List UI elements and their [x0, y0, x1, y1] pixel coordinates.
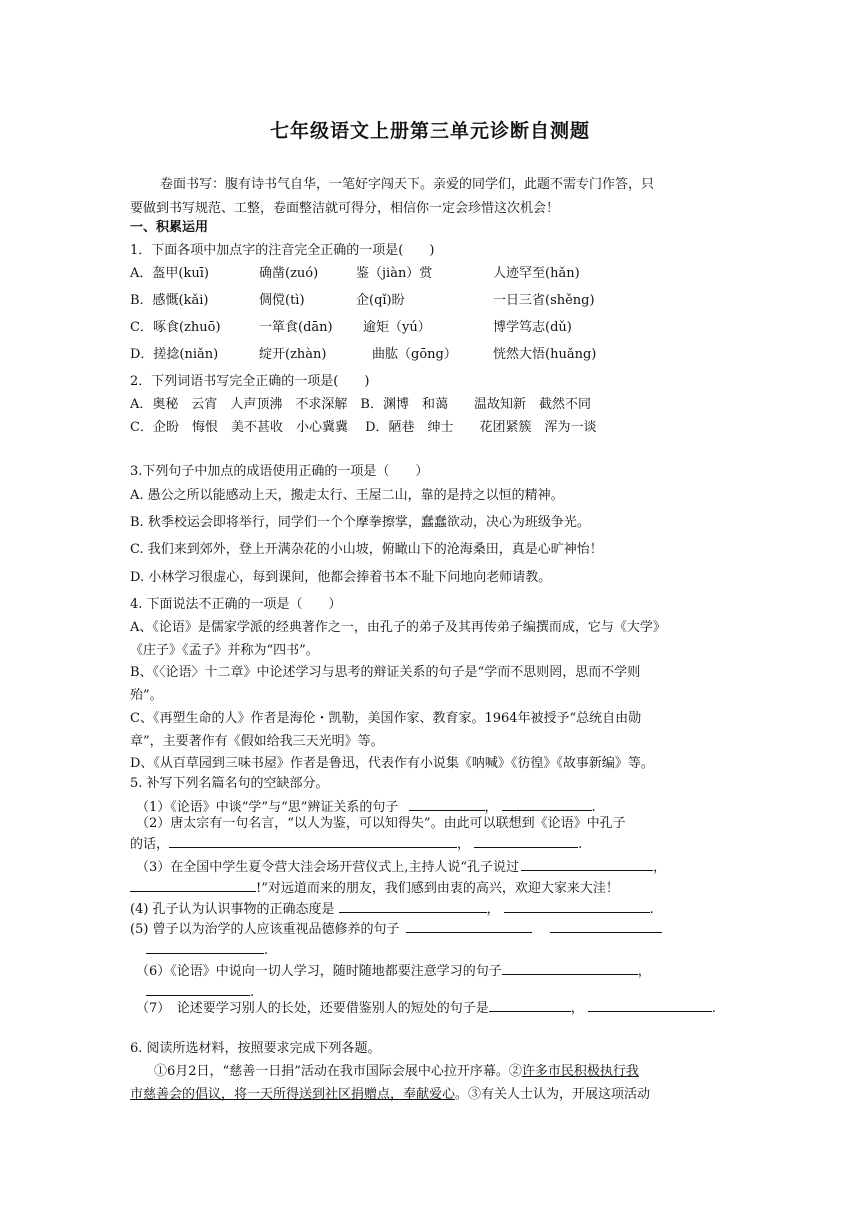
answer-blank[interactable]	[502, 797, 592, 811]
answer-blank[interactable]	[588, 998, 712, 1012]
q1-c-1: C．啄食(zhuō)	[130, 320, 221, 335]
q1-b-3: 企(qǐ)盼	[356, 293, 405, 308]
answer-blank[interactable]	[130, 878, 256, 892]
q3-option-b: B. 秋季校运会即将举行，同学们一个个摩拳擦掌，蠢蠢欲动，决心为班级争光。	[130, 515, 590, 530]
q1-c-4: 博学笃志(dǔ)	[493, 320, 572, 335]
q2-stem: 2．下列词语书写完全正确的一项是( )	[130, 374, 370, 389]
q5-item-3-line-2	[130, 878, 619, 898]
page-title: 七年级语文上册第三单元诊断自测题	[269, 120, 590, 142]
q5-item-3-text: （3）在全国中学生夏令营大洼会场开营仪式上,主持人说“孔子说过	[136, 860, 520, 875]
answer-blank[interactable]	[489, 998, 571, 1012]
q4-c-line-2: 章”，主要著作有《假如给我三天光明》等。	[130, 734, 384, 749]
q5-item-5-text: (5) 曾子以为治学的人应该重视品德修养的句子	[130, 922, 400, 937]
q3-stem: 3.下列句子中加点的成语使用正确的一项是（ ）	[130, 464, 429, 479]
q5-item-4: (4) 孔子认为认识事物的正确态度是 ， .	[130, 899, 654, 919]
q5-item-3-line-1: （3）在全国中学生夏令营大洼会场开营仪式上,主持人说“孔子说过 ，	[136, 857, 666, 877]
answer-blank[interactable]	[146, 982, 250, 996]
q5-item-2-line-2: 的话， ， .	[130, 834, 582, 854]
q5-item-6-text: （6）《论语》中说向一切人学习，随时随地都要注意学习的句子	[136, 964, 502, 979]
answer-blank[interactable]	[502, 961, 638, 975]
q5-item-7: （7） 论述要学习别人的长处，还要借鉴别人的短处的句子是 ， .	[136, 998, 716, 1018]
answer-blank[interactable]	[339, 899, 487, 913]
q3-option-c: C. 我们来到郊外，登上开满杂花的小山坡，俯瞰山下的沧海桑田，真是心旷神怡！	[130, 542, 603, 557]
q6-passage-text-2: 。③有关人士认为，开展这项活动	[455, 1087, 651, 1102]
q1-d-3: 曲肱（gōng）	[372, 347, 457, 362]
q5-item-6-line-1: （6）《论语》中说向一切人学习，随时随地都要注意学习的句子 ，	[136, 961, 651, 981]
q6-underlined-sentence: 许多市民积极执行我	[521, 1064, 639, 1079]
q5-item-2-line-1: （2）唐太宗有一句名言，“以人为鉴，可以知得失”。由此可以联想到《论语》中孔子	[136, 816, 626, 831]
q5-item-6-line-2: .	[146, 982, 254, 1002]
q6-passage-line-2	[130, 1086, 650, 1104]
q6-passage-line-1	[154, 1063, 639, 1081]
q5-item-5-line-2: .	[146, 940, 268, 960]
q4-b-line-2: 殆”。	[130, 688, 163, 703]
answer-blank[interactable]	[409, 797, 485, 811]
q3-option-d: D. 小林学习很虚心，每到课间，他都会捧着书本不耻下问地向老师请教。	[130, 570, 552, 585]
intro-line-2: 要做到书写规范、工整，卷面整洁就可得分，相信你一定会珍惜这次机会！	[130, 201, 560, 216]
q1-a-1: A．盔甲(kuī)	[130, 266, 209, 281]
q1-a-2: 确凿(zuó)	[259, 266, 319, 281]
q6-passage-text-1: ①6月2日，“慈善一日捐”活动在我市国际会展中心拉开序幕。②	[154, 1064, 522, 1079]
q4-b-line-1: B、《〈论语〉十二章》中论述学习与思考的辩证关系的句子是“学而不思则罔，思而不学则	[130, 665, 641, 680]
q1-a-4: 人迹罕至(hǎn)	[493, 266, 580, 281]
q1-a-3: 鉴（jiàn）赏	[356, 266, 433, 281]
q6-stem: 6. 阅读所选材料，按照要求完成下列各题。	[130, 1041, 381, 1056]
q1-b-1: B．感慨(kǎi)	[130, 293, 209, 308]
q1-b-2: 倜傥(tì)	[259, 293, 305, 308]
q1-c-2: 一箪食(dān)	[259, 320, 333, 335]
q6-underlined-sentence-cont: 市慈善会的倡议，将一天所得送到社区捐赠点，奉献爱心	[130, 1087, 456, 1102]
q2-line-1: A．奥秘 云宵 人声顶沸 不求深解 B．渊博 和蔼 温故知新 截然不同	[130, 397, 591, 412]
answer-blank[interactable]	[521, 857, 653, 871]
q4-c-line-1: C、《再塑生命的人》作者是海伦・凯勒，美国作家、教育家。1964年被授予“总统自由勋	[130, 711, 642, 726]
intro-line-1: 卷面书写：腹有诗书气自华，一笔好字闯天下。亲爱的同学们，此题不需专门作答，只	[160, 177, 655, 192]
section-heading: 一、积累运用	[130, 220, 209, 235]
q5-item-4-text: (4) 孔子认为认识事物的正确态度是	[130, 902, 335, 917]
q1-d-2: 绽开(zhàn)	[259, 347, 327, 362]
q4-a-line-2: 《庄子》《孟子》并称为“四书”。	[130, 643, 319, 658]
q1-d-4: 恍然大悟(huǎng)	[493, 347, 597, 362]
q5-item-5-line-1	[130, 919, 662, 939]
q4-d-line-1: D、《从百草园到三味书屋》作者是鲁迅，代表作有小说集《呐喊》《彷徨》《故事新编》等。	[130, 756, 654, 771]
q2-line-2: C．企盼 悔恨 美不甚收 小心冀冀 D．陋巷 绅士 花团紧簇 浑为一谈	[130, 420, 597, 435]
answer-blank[interactable]	[550, 919, 662, 933]
q5-item-7-text: （7） 论述要学习别人的长处，还要借鉴别人的短处的句子是	[136, 1001, 489, 1016]
q4-stem: 4. 下面说法不正确的一项是（ ）	[130, 597, 342, 612]
q3-option-a: A. 愚公之所以能感动上天，搬走太行、王屋二山，靠的是持之以恒的精神。	[130, 488, 564, 503]
q5-stem: 5. 补写下列名篇名句的空缺部分。	[130, 776, 329, 791]
q5-item-2-text: 的话，	[130, 837, 170, 852]
answer-blank[interactable]	[406, 919, 532, 933]
q4-a-line-1: A、《论语》是儒家学派的经典著作之一，由孔子的弟子及其再传弟子编撰而成，它与《大学》	[130, 620, 666, 635]
q5-item-3-text-2: !”对远道而来的朋友，我们感到由衷的高兴，欢迎大家来大洼！	[256, 881, 619, 896]
q1-c-3: 逾矩（yú）	[363, 320, 431, 335]
answer-blank[interactable]	[169, 834, 457, 848]
q1-stem: 1．下面各项中加点字的注音完全正确的一项是( )	[130, 243, 435, 258]
answer-blank[interactable]	[504, 899, 650, 913]
q1-d-1: D．搓捻(niǎn)	[130, 347, 219, 362]
answer-blank[interactable]	[474, 834, 578, 848]
answer-blank[interactable]	[146, 940, 264, 954]
q5-item-1-text: （1）《论语》中谈“学”与“思”辨证关系的句子	[136, 800, 399, 815]
q1-b-4: 一日三省(shěng)	[493, 293, 595, 308]
q5-item-1: （1）《论语》中谈“学”与“思”辨证关系的句子 ， .	[136, 797, 596, 817]
